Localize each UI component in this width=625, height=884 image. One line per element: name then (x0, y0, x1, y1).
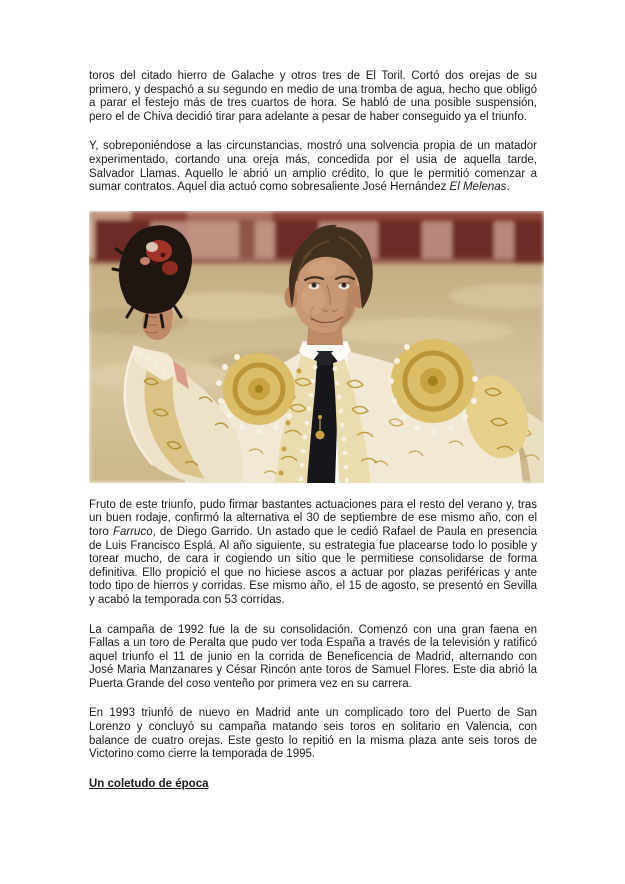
paragraph-4: La campaña de 1992 fue la de su consolidación. Comenzó con una gran faena en Fallas a un toro de Peralta que pudo ver toda España a través de la televisión y ratificó aquel triunfo el 11 de junio en la corrida de Beneficencia de Madrid, alternando con José Maria Manzanares y César Rincón ante toros de Samuel Flores. Este dia abrió la Puerta Grande del coso venteño por primera vez en su carrera. (89, 623, 537, 690)
paragraph-5: En 1993 triunfó de nuevo en Madrid ante un complicado toro del Puerto de San Lorenzo y concluyó su campaña matando seis toros en solitario en Valencia, con balance de cuatro orejas. Este gesto lo repitió en la misma plaza ante seis toros de Victorino como cierre la temporada de 1995. (89, 707, 537, 761)
section-heading: Un coletudo de época (89, 777, 209, 790)
tie-medal (316, 430, 325, 439)
paragraph-2: Y, sobreponiéndose a las circunstancias, mostró una solvencia propia de un matador experimentado, cortando una oreja más, concedida por el usia de aquella tarde, Salvador Llamas. Aquello le abrió un amplio crédito, lo que le permitió comenzar a sumar contratos. Aquel dia actuó como sobresaliente José Hernández El Melenas. (89, 140, 537, 194)
paragraph-1: toros del citado hierro de Galache y otros tres de El Toril. Cortó dos orejas de su primero, y despachó a su segundo en medio de una tromba de agua, hecho que obligó a parar el festejo más de tres cuartos de hora. Se habló de una posible suspensión, pero el de Chiva decidió tirar para adelante a pesar de haber conseguido ya el triunfo. (89, 70, 537, 123)
matador-photo (89, 211, 544, 483)
article-body (89, 70, 537, 791)
paragraph-3: Fruto de este triunfo, pudo firmar bastantes actuaciones para el resto del verano y, tras un buen rodaje, confirmó la alternativa el 30 de septiembre de ese mismo año, con el toro Farruco, de Diego Garrido. Un astado que le cedió Rafael de Paula en presencia de Luis Francisco Esplá. Al año siguiente, su estrategia fue placearse todo lo posible y torear mucho, de cara ir cogiendo un sitio que le permitiese consolidarse de forma definitiva. Ello propició el que no hiciese ascos a actuar por plazas periféricas y ante todo tipo de hierros y corridas. Ese mismo año, el 15 de agosto, se presentó en Sevilla y acabó la temporada con 53 corridas. (89, 498, 537, 606)
